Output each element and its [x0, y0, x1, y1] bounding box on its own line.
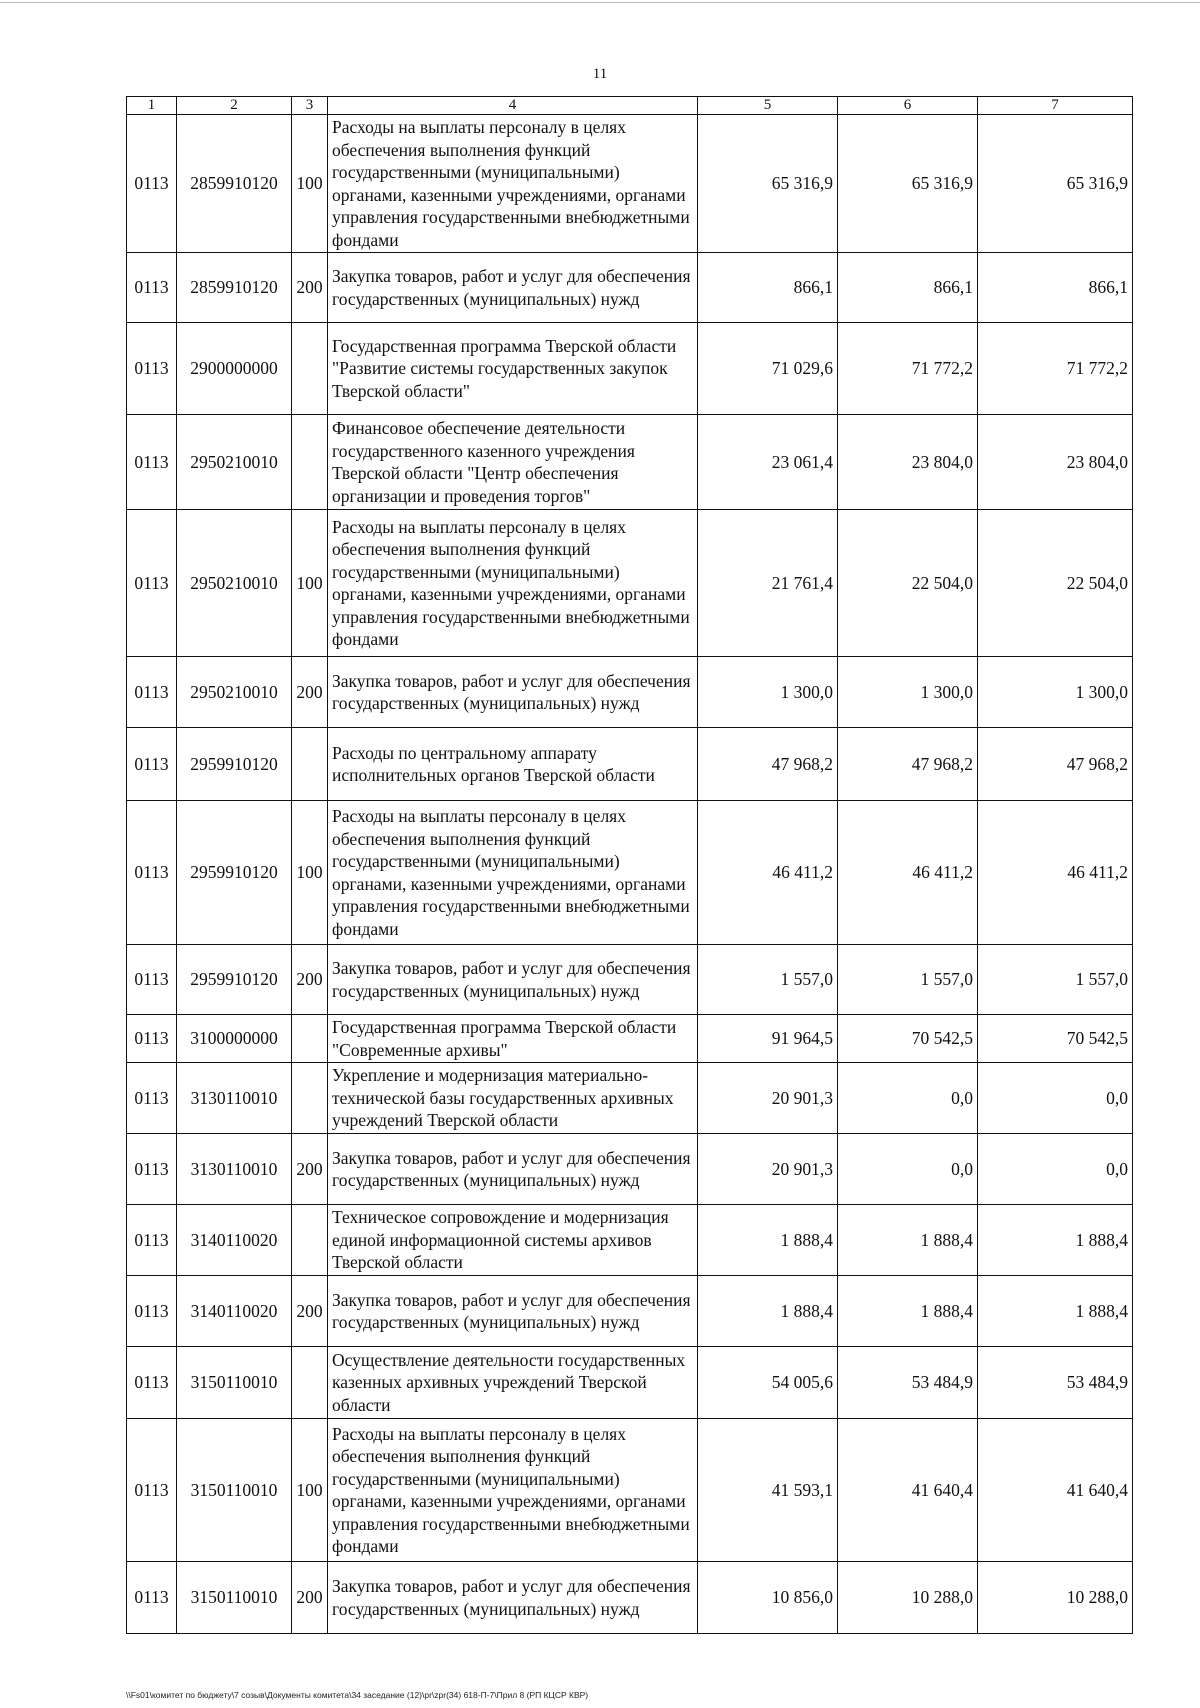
amount-col-5: 47 968,2 [698, 728, 838, 801]
section-code: 0113 [127, 1205, 177, 1276]
target-article-code: 2859910120 [177, 253, 292, 323]
item-name: Расходы на выплаты персоналу в целях обеспечения выполнения функций государственными (муниципальными) органами, казенными учреждениями, органами управления государственными внебюджетными фондами [328, 510, 698, 657]
expense-type-code [292, 323, 328, 415]
amount-col-7: 22 504,0 [978, 510, 1133, 657]
item-name: Расходы на выплаты персоналу в целях обеспечения выполнения функций государственными (муниципальными) органами, казенными учреждениями, органами управления государственными внебюджетными фондами [328, 801, 698, 945]
amount-col-7: 866,1 [978, 253, 1133, 323]
amount-col-7: 53 484,9 [978, 1347, 1133, 1419]
item-name: Государственная программа Тверской области "Развитие системы государственных закупок Тверской области" [328, 323, 698, 415]
expense-type-code: 100 [292, 1419, 328, 1562]
amount-col-6: 0,0 [838, 1063, 978, 1134]
amount-col-5: 21 761,4 [698, 510, 838, 657]
section-code: 0113 [127, 1063, 177, 1134]
amount-col-5: 91 964,5 [698, 1015, 838, 1063]
amount-col-5: 866,1 [698, 253, 838, 323]
header-col-1: 1 [127, 97, 177, 115]
header-col-3: 3 [292, 97, 328, 115]
table-row [127, 945, 1133, 1015]
amount-col-6: 10 288,0 [838, 1562, 978, 1634]
section-code: 0113 [127, 801, 177, 945]
target-article-code: 2900000000 [177, 323, 292, 415]
page-number: 11 [592, 66, 608, 82]
section-code: 0113 [127, 1419, 177, 1562]
target-article-code: 2959910120 [177, 801, 292, 945]
amount-col-6: 1 557,0 [838, 945, 978, 1015]
item-name: Государственная программа Тверской области "Современные архивы" [328, 1015, 698, 1063]
header-col-6: 6 [838, 97, 978, 115]
budget-table [126, 96, 1133, 1634]
amount-col-7: 41 640,4 [978, 1419, 1133, 1562]
header-col-4: 4 [328, 97, 698, 115]
amount-col-6: 41 640,4 [838, 1419, 978, 1562]
amount-col-7: 0,0 [978, 1063, 1133, 1134]
table-row [127, 415, 1133, 510]
amount-col-6: 23 804,0 [838, 415, 978, 510]
table-row [127, 1562, 1133, 1634]
expense-type-code: 200 [292, 657, 328, 728]
target-article-code: 3130110010 [177, 1134, 292, 1205]
section-code: 0113 [127, 1347, 177, 1419]
section-code: 0113 [127, 945, 177, 1015]
amount-col-6: 866,1 [838, 253, 978, 323]
amount-col-6: 46 411,2 [838, 801, 978, 945]
section-code: 0113 [127, 415, 177, 510]
expense-type-code: 200 [292, 1562, 328, 1634]
target-article-code: 2859910120 [177, 115, 292, 253]
amount-col-5: 1 888,4 [698, 1205, 838, 1276]
item-name: Закупка товаров, работ и услуг для обеспечения государственных (муниципальных) нужд [328, 1562, 698, 1634]
header-col-5: 5 [698, 97, 838, 115]
amount-col-6: 1 888,4 [838, 1276, 978, 1347]
top-rule [0, 2, 1200, 3]
item-name: Техническое сопровождение и модернизация единой информационной системы архивов Тверской области [328, 1205, 698, 1276]
section-code: 0113 [127, 657, 177, 728]
target-article-code: 2950210010 [177, 510, 292, 657]
table-row [127, 1134, 1133, 1205]
target-article-code: 2959910120 [177, 728, 292, 801]
expense-type-code: 200 [292, 1276, 328, 1347]
item-name: Расходы на выплаты персоналу в целях обеспечения выполнения функций государственными (муниципальными) органами, казенными учреждениями, органами управления государственными внебюджетными фондами [328, 1419, 698, 1562]
amount-col-6: 22 504,0 [838, 510, 978, 657]
section-code: 0113 [127, 1015, 177, 1063]
amount-col-7: 47 968,2 [978, 728, 1133, 801]
item-name: Закупка товаров, работ и услуг для обеспечения государственных (муниципальных) нужд [328, 657, 698, 728]
table-row [127, 1419, 1133, 1562]
amount-col-5: 20 901,3 [698, 1134, 838, 1205]
amount-col-5: 1 888,4 [698, 1276, 838, 1347]
section-code: 0113 [127, 510, 177, 657]
expense-type-code: 100 [292, 510, 328, 657]
expense-type-code [292, 1015, 328, 1063]
amount-col-6: 1 888,4 [838, 1205, 978, 1276]
section-code: 0113 [127, 1562, 177, 1634]
expense-type-code: 200 [292, 945, 328, 1015]
expense-type-code [292, 1347, 328, 1419]
item-name: Расходы по центральному аппарату исполнительных органов Тверской области [328, 728, 698, 801]
amount-col-6: 0,0 [838, 1134, 978, 1205]
file-path-footer: \\Fs01\комитет по бюджету\7 созыв\Документы комитета\34 заседание (12)\pr\zpr(34) 618-П-7\Прил 8 (РП КЦСР КВР) [126, 1690, 589, 1700]
table-header-row [127, 97, 1133, 115]
table-row [127, 728, 1133, 801]
amount-col-5: 1 557,0 [698, 945, 838, 1015]
amount-col-6: 1 300,0 [838, 657, 978, 728]
amount-col-7: 71 772,2 [978, 323, 1133, 415]
amount-col-5: 54 005,6 [698, 1347, 838, 1419]
target-article-code: 2950210010 [177, 415, 292, 510]
amount-col-6: 70 542,5 [838, 1015, 978, 1063]
table-row [127, 1347, 1133, 1419]
expense-type-code: 100 [292, 115, 328, 253]
table-row [127, 510, 1133, 657]
amount-col-5: 20 901,3 [698, 1063, 838, 1134]
expense-type-code: 100 [292, 801, 328, 945]
amount-col-6: 71 772,2 [838, 323, 978, 415]
section-code: 0113 [127, 323, 177, 415]
amount-col-5: 1 300,0 [698, 657, 838, 728]
table-row [127, 1015, 1133, 1063]
amount-col-7: 1 557,0 [978, 945, 1133, 1015]
item-name: Финансовое обеспечение деятельности государственного казенного учреждения Тверской области "Центр обеспечения организации и проведения торгов" [328, 415, 698, 510]
target-article-code: 2950210010 [177, 657, 292, 728]
expense-type-code: 200 [292, 253, 328, 323]
amount-col-7: 1 300,0 [978, 657, 1133, 728]
amount-col-7: 70 542,5 [978, 1015, 1133, 1063]
expense-type-code [292, 1063, 328, 1134]
section-code: 0113 [127, 115, 177, 253]
header-col-2: 2 [177, 97, 292, 115]
table-row [127, 657, 1133, 728]
amount-col-6: 65 316,9 [838, 115, 978, 253]
item-name: Осуществление деятельности государственных казенных архивных учреждений Тверской области [328, 1347, 698, 1419]
table-row [127, 1205, 1133, 1276]
amount-col-5: 46 411,2 [698, 801, 838, 945]
expense-type-code: 200 [292, 1134, 328, 1205]
target-article-code: 3140110020 [177, 1276, 292, 1347]
target-article-code: 3100000000 [177, 1015, 292, 1063]
target-article-code: 2959910120 [177, 945, 292, 1015]
amount-col-5: 65 316,9 [698, 115, 838, 253]
amount-col-5: 10 856,0 [698, 1562, 838, 1634]
table-row [127, 801, 1133, 945]
amount-col-7: 1 888,4 [978, 1276, 1133, 1347]
section-code: 0113 [127, 1134, 177, 1205]
target-article-code: 3150110010 [177, 1347, 292, 1419]
table-row [127, 253, 1133, 323]
expense-type-code [292, 1205, 328, 1276]
table-row [127, 323, 1133, 415]
table-row [127, 1276, 1133, 1347]
amount-col-7: 0,0 [978, 1134, 1133, 1205]
amount-col-7: 23 804,0 [978, 415, 1133, 510]
target-article-code: 3130110010 [177, 1063, 292, 1134]
item-name: Закупка товаров, работ и услуг для обеспечения государственных (муниципальных) нужд [328, 1134, 698, 1205]
section-code: 0113 [127, 253, 177, 323]
item-name: Закупка товаров, работ и услуг для обеспечения государственных (муниципальных) нужд [328, 1276, 698, 1347]
table-row [127, 1063, 1133, 1134]
amount-col-7: 10 288,0 [978, 1562, 1133, 1634]
amount-col-7: 1 888,4 [978, 1205, 1133, 1276]
amount-col-7: 65 316,9 [978, 115, 1133, 253]
item-name: Закупка товаров, работ и услуг для обеспечения государственных (муниципальных) нужд [328, 253, 698, 323]
amount-col-6: 47 968,2 [838, 728, 978, 801]
amount-col-5: 71 029,6 [698, 323, 838, 415]
target-article-code: 3150110010 [177, 1419, 292, 1562]
amount-col-7: 46 411,2 [978, 801, 1133, 945]
header-col-7: 7 [978, 97, 1133, 115]
section-code: 0113 [127, 728, 177, 801]
item-name: Укрепление и модернизация материально-технической базы государственных архивных учреждений Тверской области [328, 1063, 698, 1134]
table-row [127, 115, 1133, 253]
target-article-code: 3150110010 [177, 1562, 292, 1634]
expense-type-code [292, 415, 328, 510]
expense-type-code [292, 728, 328, 801]
amount-col-5: 41 593,1 [698, 1419, 838, 1562]
item-name: Расходы на выплаты персоналу в целях обеспечения выполнения функций государственными (муниципальными) органами, казенными учреждениями, органами управления государственными внебюджетными фондами [328, 115, 698, 253]
amount-col-6: 53 484,9 [838, 1347, 978, 1419]
section-code: 0113 [127, 1276, 177, 1347]
target-article-code: 3140110020 [177, 1205, 292, 1276]
item-name: Закупка товаров, работ и услуг для обеспечения государственных (муниципальных) нужд [328, 945, 698, 1015]
amount-col-5: 23 061,4 [698, 415, 838, 510]
